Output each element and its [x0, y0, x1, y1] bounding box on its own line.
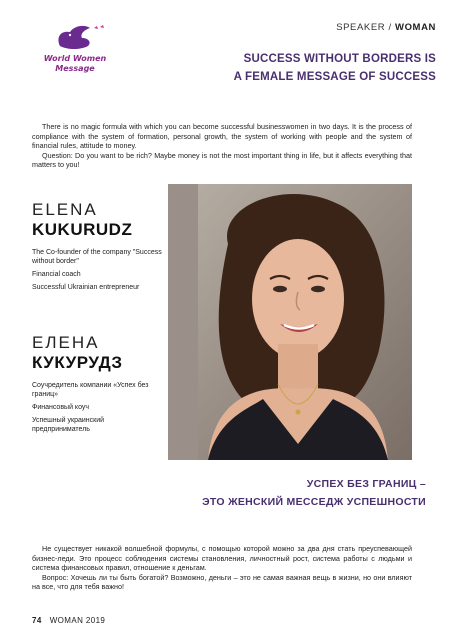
role-ru-1: Соучредитель компании «Успех без границ» [32, 382, 149, 398]
page-number: 74 [32, 616, 42, 625]
section-category: WOMAN [395, 22, 436, 33]
role-ru-3: Успешный украинский предприниматель [32, 417, 105, 433]
first-name-en: ELENA [32, 200, 98, 219]
outro-text [32, 544, 412, 592]
intro-text [32, 122, 412, 170]
portrait-photo [168, 184, 412, 460]
role-en-2: Financial coach [32, 271, 81, 278]
roles-ru [32, 381, 162, 438]
roles-en [32, 248, 162, 296]
headline-en [234, 50, 436, 86]
outro-paragraph-2: Вопрос: Хочешь ли ты быть богатой? Возможно, деньги – это не самая важная вещь в жизни, но они влияют на все, что для тебя важно! [32, 572, 412, 592]
role-en-3: Successful Ukrainian entrepreneur [32, 284, 140, 291]
page-footer [32, 616, 105, 625]
headline-en-line-2: A FEMALE MESSAGE OF SUCCESS [233, 71, 436, 83]
last-name-ru: КУКУРУДЗ [32, 353, 123, 372]
role-en-1: The Co-founder of the company "Success without border" [32, 249, 162, 265]
logo-line-2: Message [55, 64, 95, 73]
section-separator: / [385, 22, 395, 33]
section-label [336, 22, 436, 33]
role-ru-2: Финансовый коуч [32, 404, 90, 411]
logo [30, 22, 120, 84]
intro-paragraph-2: Question: Do you want to be rich? Maybe money is not the most important thing in life, but it affects everything that matters to you! [32, 150, 412, 170]
outro-paragraph-1: Не существует никакой волшебной формулы, с помощью которой можно за два дня стать преуспевающей бизнес-леди. Это процесс соблюдения системы становления, личностный рост, система работы с людьми и система финансовых правил, отношение к деньгам. [32, 544, 412, 573]
logo-line-1: World Women [43, 54, 107, 63]
section-name: SPEAKER [336, 22, 386, 33]
headline-en-line-1: SUCCESS WITHOUT BORDERS IS [243, 53, 436, 65]
dove-icon [30, 22, 120, 54]
last-name-en: KUKURUDZ [32, 220, 133, 239]
headline-ru-line-1: УСПЕХ БЕЗ ГРАНИЦ – [306, 478, 426, 490]
intro-paragraph-1: There is no magic formula with which you can become successful businesswomen in two days. It is the process of compliance with the system of formation, personal growth, the system of working with people and the system of financial rules, attitude to money. [32, 122, 412, 151]
magazine-issue: WOMAN 2019 [49, 616, 106, 625]
headline-ru [202, 475, 426, 511]
headline-ru-line-2: ЭТО ЖЕНСКИЙ МЕССЕДЖ УСПЕШНОСТИ [202, 496, 426, 508]
first-name-ru: ЕЛЕНА [32, 333, 100, 352]
